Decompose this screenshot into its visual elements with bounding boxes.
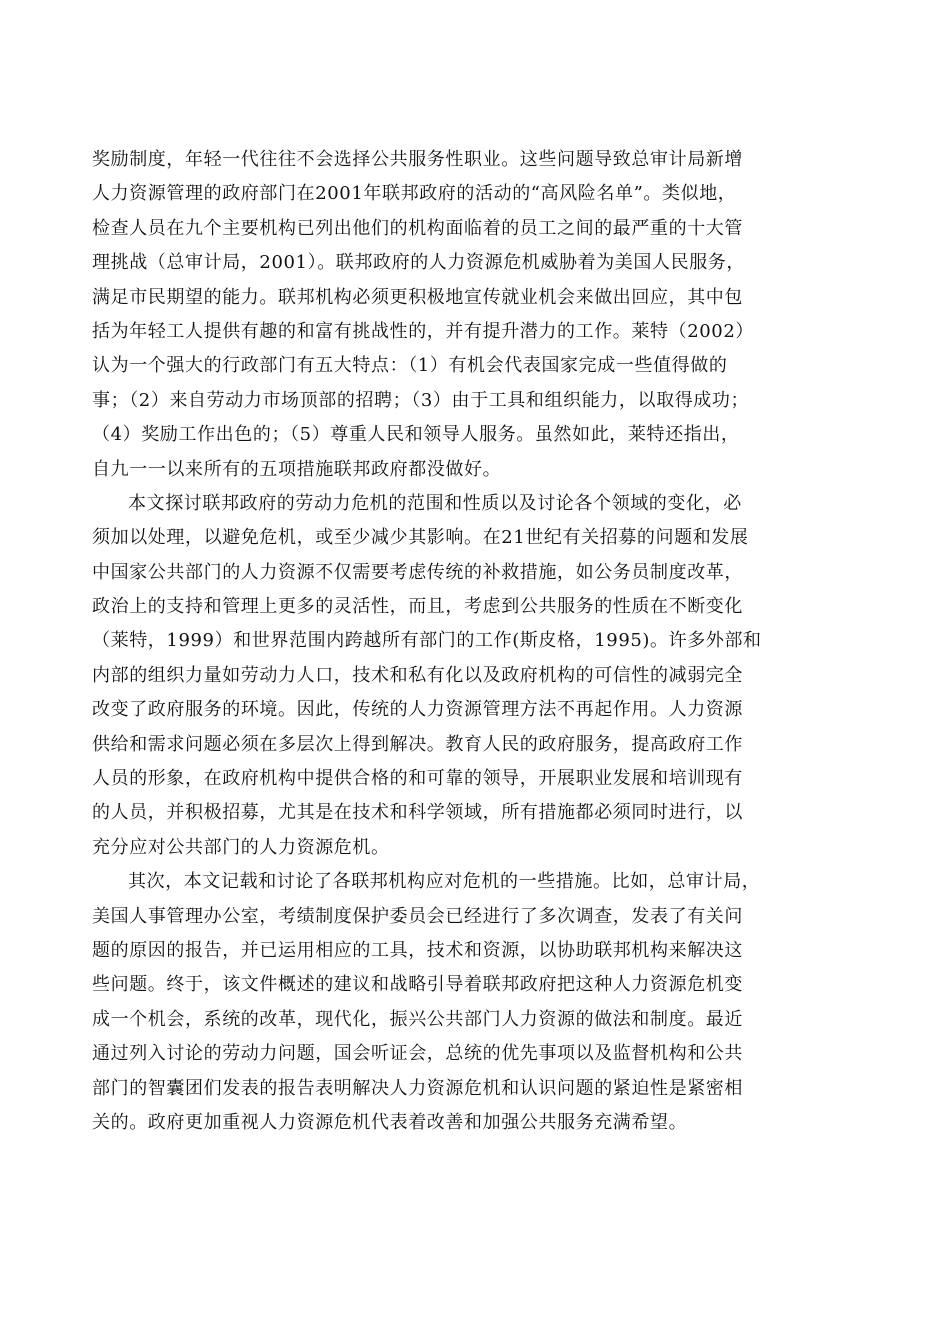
paragraph-3 [92, 865, 776, 1140]
text-line: 须加以处理，以避免危机，或至少减少其影响。在21世纪有关招募的问题和发展 [92, 527, 749, 549]
paragraph-2 [92, 487, 776, 865]
text-line: 题的原因的报告，并已运用相应的工具，技术和资源，以协助联邦机构来解决这 [92, 939, 743, 961]
text-line: 检查人员在九个主要机构已列出他们的机构面临着的员工之间的最严重的十大管 [92, 217, 743, 239]
text-line: 括为年轻工人提供有趣的和富有挑战性的，并有提升潜力的工作。莱特（2002） [92, 320, 755, 342]
paragraph-1 [92, 143, 776, 487]
text-line: 人力资源管理的政府部门在2001年联邦政府的活动的“高风险名单”。类似地， [92, 183, 737, 205]
text-line: 理挑战（总审计局，2001）。联邦政府的人力资源危机威胁着为美国人民服务， [92, 252, 746, 274]
text-line: 充分应对公共部门的人力资源危机。 [92, 836, 390, 858]
text-line: 政治上的支持和管理上更多的灵活性，而且，考虑到公共服务的性质在不断变化 [92, 596, 743, 618]
text-line: 自九一一以来所有的五项措施联邦政府都没做好。 [92, 458, 502, 480]
text-line: （4）奖励工作出色的；（5）尊重人民和领导人服务。虽然如此，莱特还指出， [92, 424, 740, 446]
text-line: 人员的形象，在政府机构中提供合格的和可靠的领导，开展职业发展和培训现有 [92, 768, 743, 790]
text-line: 些问题。终于，该文件概述的建议和战略引导着联邦政府把这种人力资源危机变 [92, 974, 743, 996]
text-line: 成一个机会，系统的改革，现代化，振兴公共部门人力资源的做法和制度。最近 [92, 1008, 743, 1030]
text-line: 事；（2）来自劳动力市场顶部的招聘；（3）由于工具和组织能力，以取得成功； [92, 389, 750, 411]
text-line: 的人员，并积极招募，尤其是在技术和科学领域，所有措施都必须同时进行，以 [92, 802, 743, 824]
text-line: 供给和需求问题必须在多层次上得到解决。教育人民的政府服务，提高政府工作 [92, 733, 743, 755]
text-line: 满足市民期望的能力。联邦机构必须更积极地宣传就业机会来做出回应，其中包 [92, 286, 743, 308]
document-page [92, 143, 776, 1140]
text-line: 中国家公共部门的人力资源不仅需要考虑传统的补救措施，如公务员制度改革， [92, 561, 743, 583]
text-line: 部门的智囊团们发表的报告表明解决人力资源危机和认识问题的紧迫性是紧密相 [92, 1077, 743, 1099]
text-line: 通过列入讨论的劳动力问题，国会听证会，总统的优先事项以及监督机构和公共 [92, 1043, 743, 1065]
text-line: 认为一个强大的行政部门有五大特点：（1）有机会代表国家完成一些值得做的 [92, 355, 728, 377]
text-line: 美国人事管理办公室，考绩制度保护委员会已经进行了多次调查，发表了有关问 [92, 905, 743, 927]
text-line: （莱特，1999）和世界范围内跨越所有部门的工作(斯皮格，1995)。许多外部和 [92, 630, 762, 652]
text-line: 内部的组织力量如劳动力人口，技术和私有化以及政府机构的可信性的减弱完全 [92, 664, 743, 686]
text-line: 改变了政府服务的环境。因此，传统的人力资源管理方法不再起作用。人力资源 [92, 699, 743, 721]
text-line: 奖励制度，年轻一代往往不会选择公共服务性职业。这些问题导致总审计局新增 [92, 149, 743, 170]
text-line: 本文探讨联邦政府的劳动力危机的范围和性质以及讨论各个领域的变化，必 [128, 492, 742, 514]
text-line: 关的。政府更加重视人力资源危机代表着改善和加强公共服务充满希望。 [92, 1111, 688, 1133]
text-line: 其次，本文记载和讨论了各联邦机构应对危机的一些措施。比如，总审计局， [128, 871, 761, 893]
